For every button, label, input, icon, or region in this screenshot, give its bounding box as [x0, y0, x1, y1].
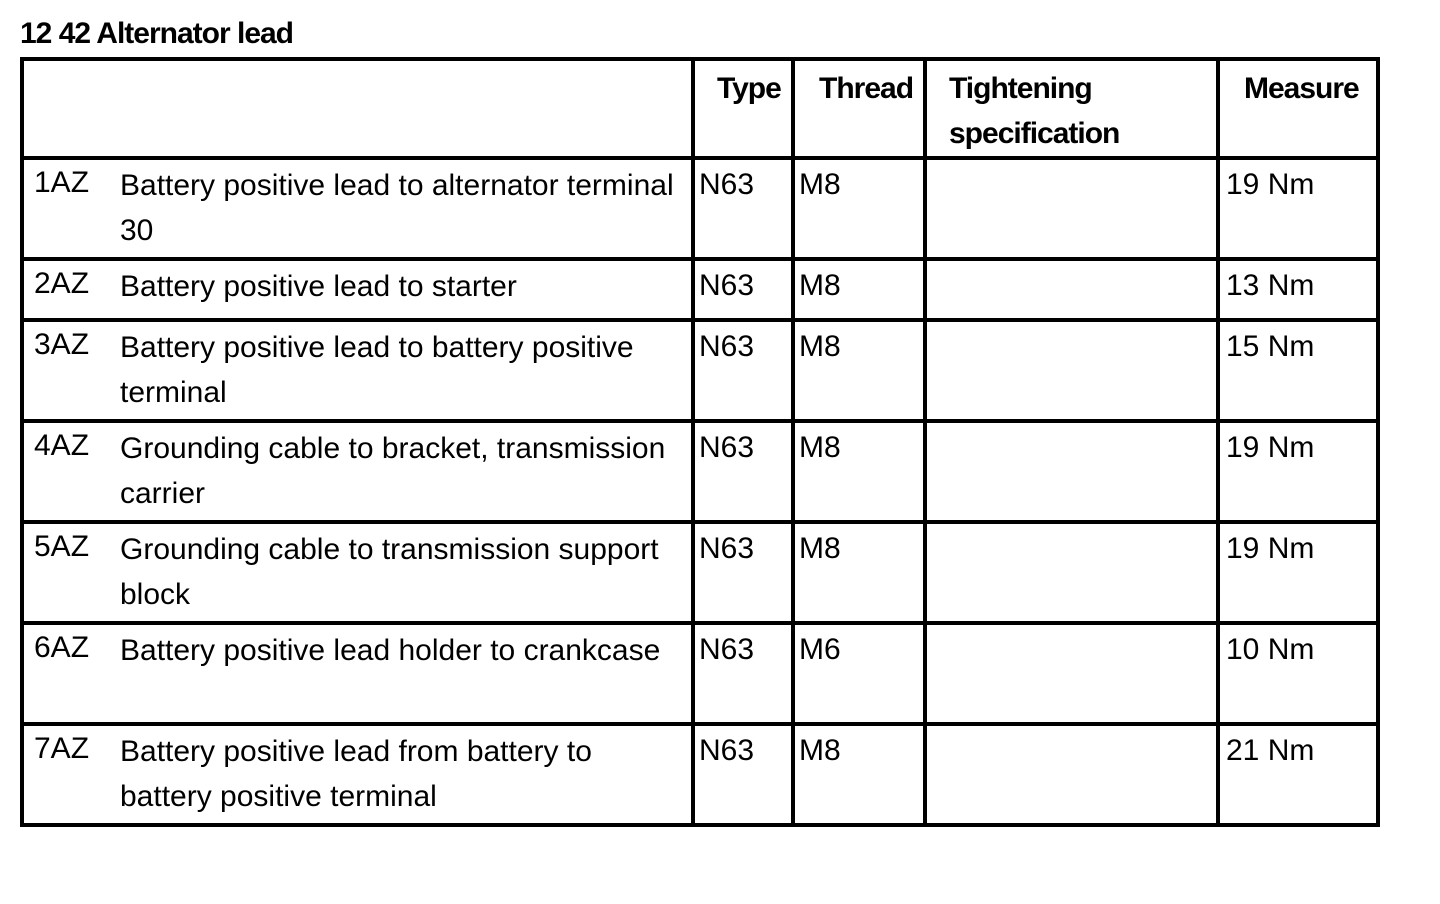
type-cell: N63 [693, 259, 793, 320]
type-cell: N63 [693, 421, 793, 522]
item-code: 7AZ [34, 732, 90, 765]
item-code: 6AZ [34, 631, 90, 664]
table-row [22, 421, 1378, 522]
table-header-row [22, 59, 1378, 158]
table-row [22, 623, 1378, 724]
thread-cell: M8 [793, 522, 925, 623]
type-cell: N63 [693, 158, 793, 259]
item-description: Battery positive lead to battery positive terminal [120, 331, 634, 409]
thread-cell: M8 [793, 259, 925, 320]
description-cell [22, 320, 693, 421]
thread-cell: M8 [793, 724, 925, 825]
item-code: 1AZ [34, 166, 90, 199]
header-tightening-specification [925, 59, 1218, 158]
item-code: 5AZ [34, 530, 90, 563]
measure-cell: 19 Nm [1218, 421, 1378, 522]
tightening-cell [925, 724, 1218, 825]
tightening-cell [925, 421, 1218, 522]
type-cell: N63 [693, 623, 793, 724]
torque-spec-table [20, 57, 1380, 827]
item-code: 4AZ [34, 429, 90, 462]
description-cell [22, 259, 693, 320]
description-cell [22, 158, 693, 259]
header-tightening-line2: specification [949, 117, 1120, 150]
item-code: 3AZ [34, 328, 90, 361]
tightening-cell [925, 320, 1218, 421]
measure-cell: 13 Nm [1218, 259, 1378, 320]
description-cell [22, 421, 693, 522]
header-type: Type [693, 59, 793, 158]
thread-cell: M8 [793, 320, 925, 421]
thread-cell: M8 [793, 421, 925, 522]
measure-cell: 21 Nm [1218, 724, 1378, 825]
page-title: 12 42 Alternator lead [20, 17, 294, 50]
table-row [22, 724, 1378, 825]
description-cell [22, 724, 693, 825]
item-description: Grounding cable to transmission support block [120, 533, 659, 611]
table-row [22, 522, 1378, 623]
tightening-cell [925, 522, 1218, 623]
header-tightening-line1: Tightening [949, 72, 1092, 105]
measure-cell: 15 Nm [1218, 320, 1378, 421]
type-cell: N63 [693, 522, 793, 623]
thread-cell: M6 [793, 623, 925, 724]
thread-cell: M8 [793, 158, 925, 259]
item-description: Grounding cable to bracket, transmission carrier [120, 432, 666, 510]
measure-cell: 19 Nm [1218, 522, 1378, 623]
description-cell [22, 522, 693, 623]
item-description: Battery positive lead holder to crankcase [120, 634, 661, 667]
header-description [22, 59, 693, 158]
measure-cell: 10 Nm [1218, 623, 1378, 724]
item-description: Battery positive lead from battery to battery positive terminal [120, 735, 592, 813]
item-code: 2AZ [34, 267, 90, 300]
type-cell: N63 [693, 724, 793, 825]
measure-cell: 19 Nm [1218, 158, 1378, 259]
header-measure: Measure [1218, 59, 1378, 158]
type-cell: N63 [693, 320, 793, 421]
item-description: Battery positive lead to starter [120, 270, 517, 303]
tightening-cell [925, 158, 1218, 259]
table-row [22, 158, 1378, 259]
item-description: Battery positive lead to alternator terminal 30 [120, 169, 674, 247]
tightening-cell [925, 623, 1218, 724]
header-thread: Thread [793, 59, 925, 158]
tightening-cell [925, 259, 1218, 320]
table-row [22, 320, 1378, 421]
description-cell [22, 623, 693, 724]
table-row [22, 259, 1378, 320]
